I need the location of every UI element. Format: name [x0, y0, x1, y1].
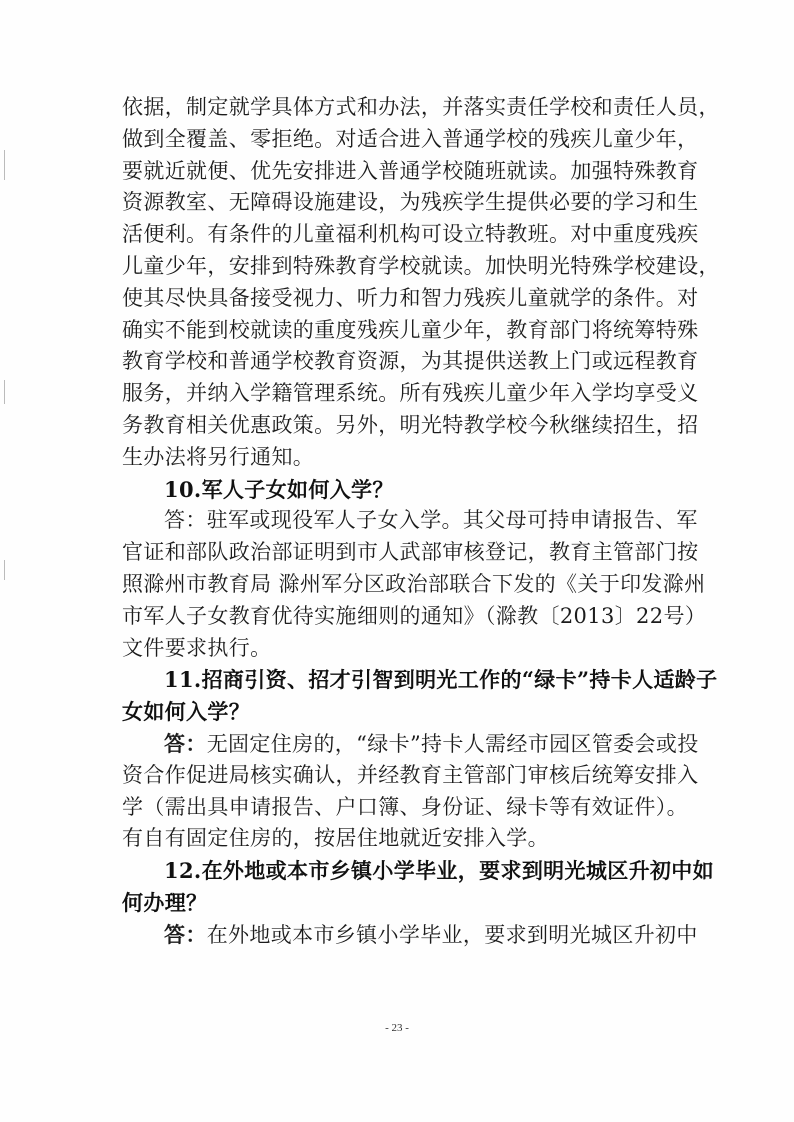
text-line: 学（需出具申请报告、户口簿、身份证、绿卡等有效证件）。	[122, 794, 688, 819]
answer-text: 在外地或本市乡镇小学毕业，要求到明光城区升初中	[206, 922, 698, 947]
question-10	[122, 474, 707, 665]
text-line: 使其尽快具备接受视力、听力和智力残疾儿童就学的条件。对	[122, 285, 699, 310]
text-line: 确实不能到校就读的重度残疾儿童少年，教育部门将统筹特殊	[122, 317, 699, 342]
answer-label: 答：	[164, 921, 207, 947]
question-heading-cont: 何办理？	[122, 889, 208, 915]
text-line: 教育学校和普通学校教育资源，为其提供送教上门或远程教育	[122, 349, 699, 374]
text-line: 依据，制定就学具体方式和办法，并落实责任学校和责任人员，	[122, 95, 720, 119]
text-line: 生办法将另行通知。	[122, 444, 315, 469]
text-line: 资源教室、无障碍设施建设，为残疾学生提供必要的学习和生	[122, 190, 699, 215]
answer-text: 无固定住房的，“绿卡”持卡人需经市园区管委会或投	[206, 731, 699, 756]
text-line: 照滁州市教育局 滁州军分区政治部联合下发的《关于印发滁州	[122, 571, 706, 596]
text-line: 文件要求执行。	[122, 635, 272, 660]
text-line: 儿童少年，安排到特殊教育学校就读。加快明光特殊学校建设，	[122, 253, 720, 278]
text-line: 官证和部队政治部证明到市人武部审核登记，教育主管部门按	[122, 540, 699, 565]
answer-first-line	[122, 919, 697, 951]
question-heading: 10.军人子女如何入学？	[164, 476, 394, 502]
scan-artifact	[4, 150, 5, 180]
answer-text: 驻军或现役军人子女入学。其父母可持申请报告、军	[206, 508, 698, 533]
text-line: 活便利。有条件的儿童福利机构可设立特教班。对中重度残疾	[122, 222, 699, 247]
answer-label: 答：	[164, 730, 207, 756]
question-heading-cont: 女如何入学？	[122, 699, 251, 725]
question-12	[122, 855, 714, 950]
scan-artifact	[4, 560, 5, 580]
text-line: 资合作促进局核实确认，并经教育主管部门审核后统筹安排入	[122, 762, 699, 787]
paragraph-intro	[122, 92, 720, 474]
scan-artifact	[4, 380, 5, 404]
document-body	[122, 92, 720, 951]
text-line: 务教育相关优惠政策。另外，明光特教学校今秋继续招生，招	[122, 412, 699, 437]
answer-first-line	[122, 728, 697, 760]
answer-first-line	[122, 505, 697, 537]
text-line: 做到全覆盖、零拒绝。对适合进入普通学校的残疾儿童少年，	[122, 126, 699, 151]
answer-label: 答：	[164, 508, 207, 533]
text-line: 市军人子女教育优待实施细则的通知》（滁教〔2013〕22号）	[122, 603, 707, 628]
question-heading: 11.招商引资、招才引智到明光工作的“绿卡”持卡人适龄子	[164, 667, 718, 693]
text-line: 服务，并纳入学籍管理系统。所有残疾儿童少年入学均享受义	[122, 381, 699, 406]
page-number: - 23 -	[385, 1022, 409, 1034]
question-heading: 12.在外地或本市乡镇小学毕业，要求到明光城区升初中如	[164, 858, 714, 884]
text-line: 有自有固定住房的，按居住地就近安排入学。	[122, 826, 549, 851]
question-11	[122, 664, 718, 855]
text-line: 要就近就便、优先安排进入普通学校随班就读。加强特殊教育	[122, 158, 699, 183]
